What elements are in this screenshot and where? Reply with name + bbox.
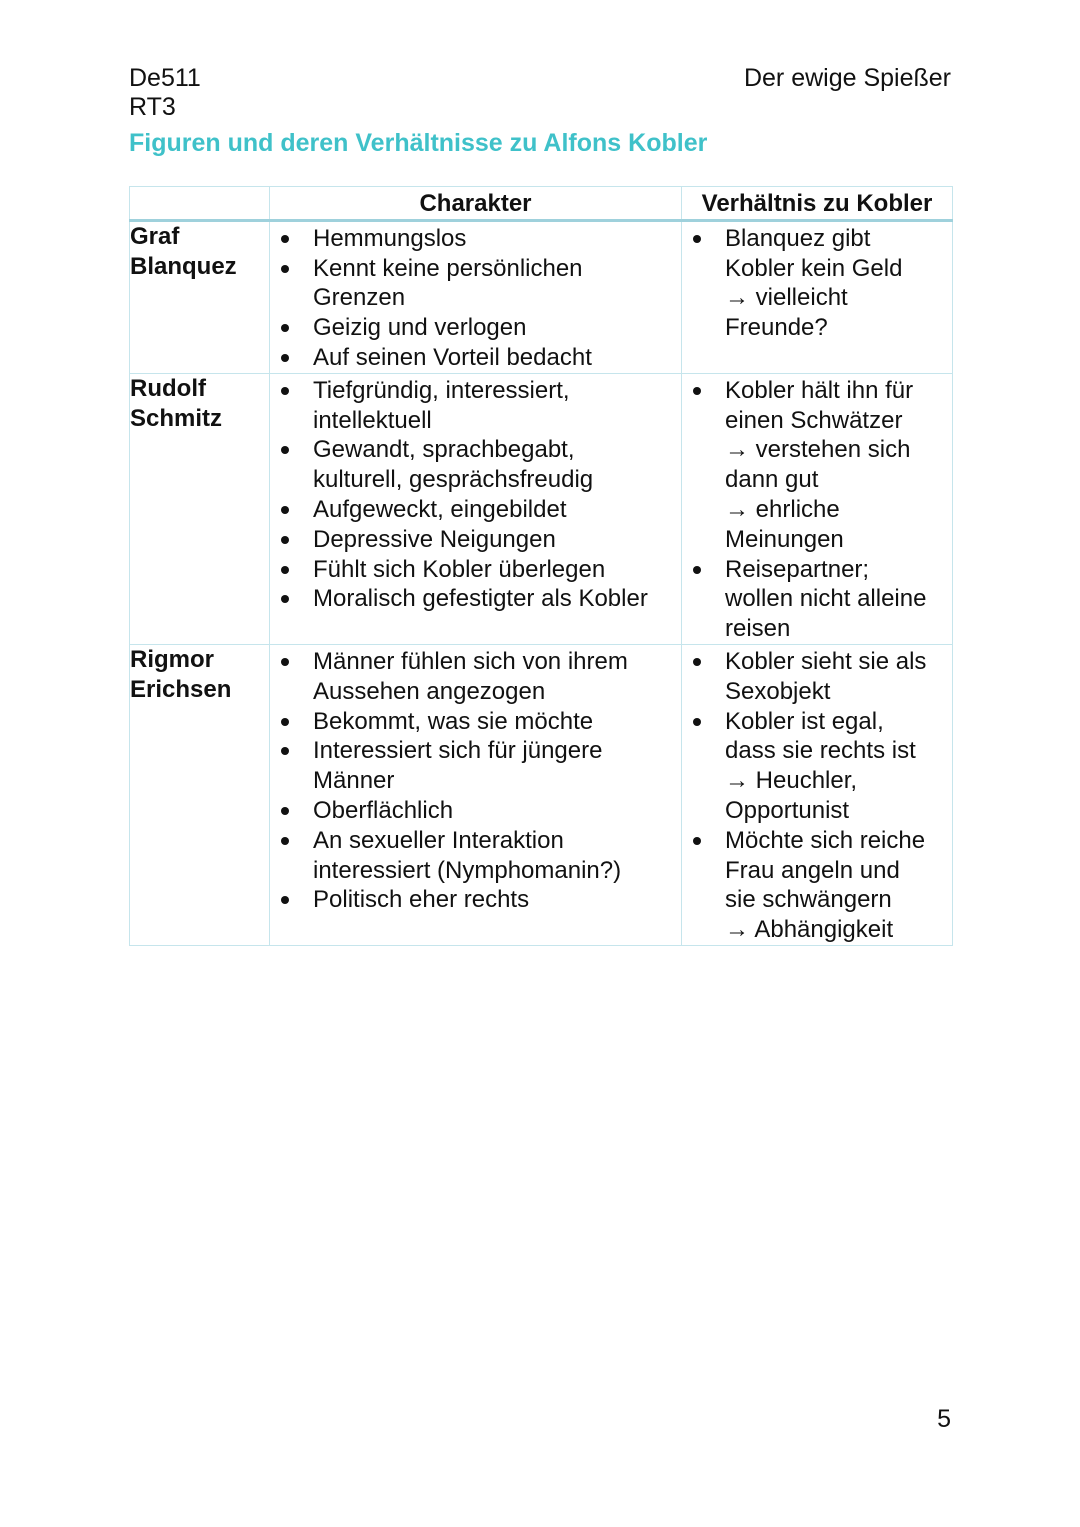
list-item: An sexueller Interaktion interessiert (Nymphomanin?) <box>270 826 681 886</box>
list-item: Möchte sich reiche Frau angeln und sie schwängern → Abhängigkeit <box>682 826 952 945</box>
list-item: Depressive Neigungen <box>270 525 681 555</box>
list-item: Blanquez gibt Kobler kein Geld → vielleicht Freunde? <box>682 224 952 343</box>
list-item: Hemmungslos <box>270 224 681 254</box>
list-item: Reisepartner; wollen nicht alleine reisen <box>682 555 952 644</box>
character-traits <box>270 373 682 644</box>
list-item: Geizig und verlogen <box>270 313 681 343</box>
list-item: Tiefgründig, interessiert, intellektuell <box>270 376 681 436</box>
header-name <box>130 187 270 221</box>
list-item: Gewandt, sprachbegabt, kulturell, gesprächsfreudig <box>270 435 681 495</box>
character-table <box>129 186 953 946</box>
list-item: Politisch eher rechts <box>270 885 681 915</box>
relation-to-kobler <box>682 644 953 945</box>
relation-to-kobler <box>682 220 953 373</box>
table-header-row <box>130 187 953 221</box>
document-header-left <box>129 64 201 122</box>
character-traits <box>270 220 682 373</box>
list-item: Männer fühlen sich von ihrem Aussehen angezogen <box>270 647 681 707</box>
header-relation: Verhältnis zu Kobler <box>682 187 953 221</box>
header-character: Charakter <box>270 187 682 221</box>
list-item: Oberflächlich <box>270 796 681 826</box>
character-name: Rudolf Schmitz <box>130 373 270 644</box>
character-traits <box>270 644 682 945</box>
list-item: Auf seinen Vorteil bedacht <box>270 343 681 373</box>
table-row <box>130 644 953 945</box>
table-row <box>130 373 953 644</box>
list-item: Aufgeweckt, eingebildet <box>270 495 681 525</box>
character-name: Graf Blanquez <box>130 220 270 373</box>
list-item: Fühlt sich Kobler überlegen <box>270 555 681 585</box>
list-item: Kobler ist egal, dass sie rechts ist → Heuchler, Opportunist <box>682 707 952 826</box>
list-item: Bekommt, was sie möchte <box>270 707 681 737</box>
room-code: RT3 <box>129 93 176 121</box>
list-item: Interessiert sich für jüngere Männer <box>270 736 681 796</box>
section-heading: Figuren und deren Verhältnisse zu Alfons Kobler <box>129 129 708 157</box>
relation-to-kobler <box>682 373 953 644</box>
page-number: 5 <box>937 1405 951 1433</box>
character-name: Rigmor Erichsen <box>130 644 270 945</box>
book-title: Der ewige Spießer <box>743 64 951 92</box>
table-row <box>130 220 953 373</box>
list-item: Kobler sieht sie als Sexobjekt <box>682 647 952 707</box>
list-item: Kobler hält ihn für einen Schwätzer → verstehen sich dann gut → ehrliche Meinungen <box>682 376 952 555</box>
list-item: Kennt keine persönlichen Grenzen <box>270 254 681 314</box>
list-item: Moralisch gefestigter als Kobler <box>270 584 681 614</box>
course-code: De511 <box>129 64 201 92</box>
